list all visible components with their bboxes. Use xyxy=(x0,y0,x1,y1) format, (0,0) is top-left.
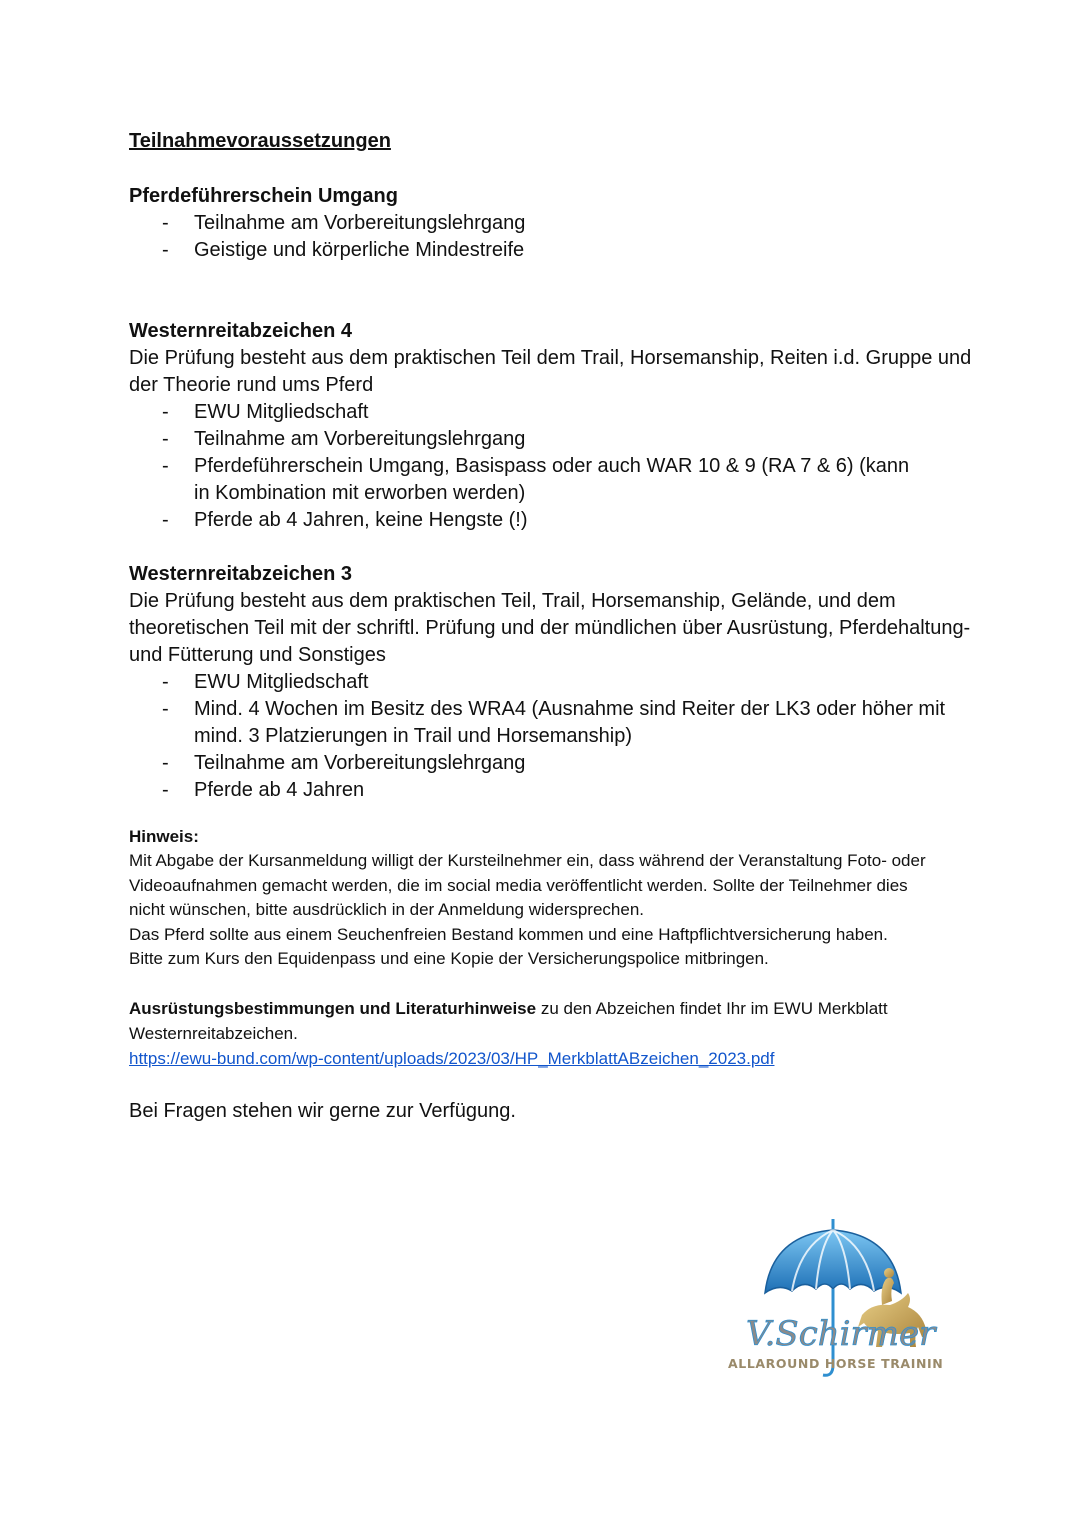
list-item: - EWU Mitgliedschaft xyxy=(129,669,989,696)
requirements-list-pferdefuehrerschein xyxy=(129,210,989,264)
dash-bullet: - xyxy=(162,752,169,774)
page-heading: Teilnahmevoraussetzungen xyxy=(129,130,391,152)
list-item: - Geistige und körperliche Mindestreife xyxy=(129,237,989,264)
dash-bullet: - xyxy=(162,779,169,801)
list-item: - EWU Mitgliedschaft xyxy=(129,399,989,426)
list-item: - Pferde ab 4 Jahren, keine Hengste (!) xyxy=(129,507,989,534)
list-item: - Pferdeführerschein Umgang, Basispass oder auch WAR 10 & 9 (RA 7 & 6) (kann in Kombination mit erworben werden) xyxy=(162,455,910,504)
umbrella-horse-logo-icon xyxy=(722,1215,944,1400)
notice-text-photo-consent: Mit Abgabe der Kursanmeldung willigt der Kursteilnehmer ein, dass während der Veranstaltung Foto- oder Videoaufnahmen gemacht werden, die im social media veröffentlicht werden. Sollte der Teilnehmer dies nicht wünschen, bitte ausdrücklich in der Anmeldung widersprechen. xyxy=(129,851,926,919)
dash-bullet: - xyxy=(162,401,169,423)
notice-text-horse-requirements: Das Pferd sollte aus einem Seuchenfreien Bestand kommen und eine Haftpflichtversicherung haben. Bitte zum Kurs den Equidenpass und eine Kopie der Versicherungspolice mitbringen. xyxy=(129,924,888,968)
svg-text:ALLAROUND HORSE TRAINING: ALLAROUND HORSE TRAINING xyxy=(728,1356,944,1371)
dash-bullet: - xyxy=(162,455,169,477)
list-item: - Mind. 4 Wochen im Besitz des WRA4 (Ausnahme sind Reiter der LK3 oder höher mit mind. 3 Platzierungen in Trail und Horsemanship) xyxy=(162,698,946,747)
requirements-list-wra4 xyxy=(129,399,989,534)
dash-bullet: - xyxy=(162,239,169,261)
list-item: - Pferde ab 4 Jahren xyxy=(129,777,989,804)
requirements-list-wra3 xyxy=(129,669,989,804)
svg-text:V.Schirmer: V.Schirmer xyxy=(746,1314,936,1354)
section-title-pferdefuehrerschein: Pferdeführerschein Umgang xyxy=(129,185,398,207)
list-item: - Teilnahme am Vorbereitungslehrgang xyxy=(129,210,989,237)
equipment-info-text: zu den Abzeichen findet Ihr im EWU Merkblatt Westernreitabzeichen. xyxy=(129,998,888,1043)
document-page xyxy=(129,128,989,1125)
closing-text: Bei Fragen stehen wir gerne zur Verfügung. xyxy=(129,1099,516,1122)
section-intro-wra4: Die Prüfung besteht aus dem praktischen Teil dem Trail, Horsemanship, Reiten i.d. Gruppe und der Theorie rund ums Pferd xyxy=(129,347,972,396)
merkblatt-link[interactable]: https://ewu-bund.com/wp-content/uploads/2023/03/HP_MerkblattABzeichen_2023.pdf xyxy=(129,1048,775,1068)
dash-bullet: - xyxy=(162,428,169,450)
equipment-info xyxy=(129,996,989,1046)
equipment-info-bold: Ausrüstungsbestimmungen und Literaturhinweise xyxy=(129,998,537,1018)
notice-title: Hinweis: xyxy=(129,827,199,846)
dash-bullet: - xyxy=(162,698,169,720)
dash-bullet: - xyxy=(162,212,169,234)
list-item: - Teilnahme am Vorbereitungslehrgang xyxy=(129,750,989,777)
schirmer-logo xyxy=(722,1215,944,1400)
section-intro-wra3: Die Prüfung besteht aus dem praktischen Teil, Trail, Horsemanship, Gelände, und dem theoretischen Teil mit der schriftl. Prüfung und der mündlichen über Ausrüstung, Pferdehaltung- und Fütterung und Sonstiges xyxy=(129,590,971,666)
section-title-wra4: Westernreitabzeichen 4 xyxy=(129,320,353,342)
dash-bullet: - xyxy=(162,509,169,531)
list-item: - Teilnahme am Vorbereitungslehrgang xyxy=(129,426,989,453)
section-title-wra3: Westernreitabzeichen 3 xyxy=(129,563,353,585)
dash-bullet: - xyxy=(162,671,169,693)
